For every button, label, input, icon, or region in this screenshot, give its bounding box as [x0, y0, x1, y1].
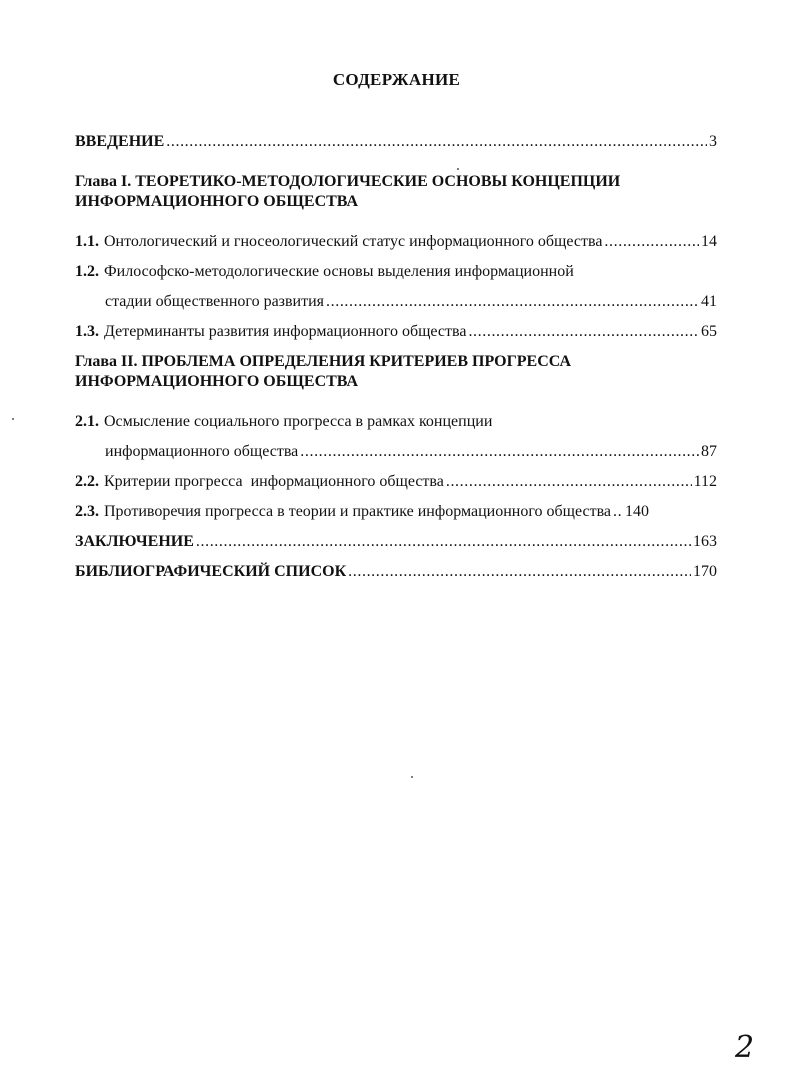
toc-entry-label: ВВЕДЕНИЕ — [75, 133, 165, 150]
section-title: Осмысление социального прогресса в рамках концепции — [104, 413, 493, 430]
section-title-continued: стадии общественного развития — [105, 293, 325, 310]
section-title-continued: информационного общества — [105, 443, 299, 460]
section-number: 2.3. — [75, 503, 99, 520]
toc-entry-2-3 — [75, 502, 717, 522]
toc-page-number: 112 — [693, 473, 717, 490]
toc-entry-1-2-line2 — [105, 292, 717, 312]
section-number: 1.1. — [75, 233, 99, 250]
toc-page-number: 87 — [701, 443, 717, 460]
dot-leader — [604, 232, 699, 252]
toc-page-number: 41 — [701, 293, 717, 310]
toc-page-number: 163 — [693, 533, 717, 550]
toc-page-number: 170 — [693, 563, 717, 580]
toc-page-number: 3 — [709, 133, 717, 150]
toc-entry-2-1-line2 — [105, 442, 717, 462]
scan-speck — [457, 168, 459, 170]
section-title: Онтологический и гносеологический статус информационного общества — [104, 233, 603, 250]
dot-leader — [468, 322, 699, 342]
scan-speck — [12, 418, 14, 420]
section-title: Детерминанты развития информационного общества — [104, 323, 467, 340]
dot-leader — [196, 532, 691, 552]
handwritten-page-number: 2 — [735, 1030, 755, 1065]
dot-leader — [166, 132, 707, 152]
toc-entry-conclusion — [75, 532, 717, 552]
chapter-2-heading-line2: ИНФОРМАЦИОННОГО ОБЩЕСТВА — [75, 373, 359, 390]
dot-leader — [348, 562, 691, 582]
chapter-1-heading — [75, 172, 717, 212]
toc-entry-introduction — [75, 132, 717, 152]
dot-leader — [326, 292, 699, 312]
toc-page-number: 14 — [701, 233, 717, 250]
toc-page-number: 65 — [701, 323, 717, 340]
toc-entry-label: ЗАКЛЮЧЕНИЕ — [75, 533, 194, 550]
section-title: Противоречия прогресса в теории и практике информационного общества — [104, 503, 612, 520]
chapter-2-heading-line1: Глава II. ПРОБЛЕМА ОПРЕДЕЛЕНИЯ КРИТЕРИЕВ ПРОГРЕССА — [75, 353, 572, 370]
toc-entry-1-2-line1 — [75, 262, 574, 282]
section-number: 1.2. — [75, 263, 99, 280]
toc-entry-bibliography — [75, 562, 717, 582]
toc-entry-2-2 — [75, 472, 717, 492]
chapter-2-heading — [75, 352, 717, 392]
section-number: 2.2. — [75, 473, 99, 490]
scan-speck — [411, 776, 413, 778]
toc-entry-1-3 — [75, 322, 717, 342]
dot-leader — [446, 472, 692, 492]
dot-leader — [613, 502, 623, 522]
section-title: Философско-методологические основы выделения информационной — [104, 263, 574, 280]
section-number: 1.3. — [75, 323, 99, 340]
document-title: СОДЕРЖАНИЕ — [332, 70, 461, 89]
toc-entry-2-1-line1 — [75, 412, 492, 432]
chapter-1-heading-line1: Глава I. ТЕОРЕТИКО-МЕТОДОЛОГИЧЕСКИЕ ОСНОВЫ КОНЦЕПЦИИ — [75, 173, 621, 190]
toc-entry-label: БИБЛИОГРАФИЧЕСКИЙ СПИСОК — [75, 563, 347, 580]
toc-page-number: 140 — [625, 503, 650, 520]
section-title: Критерии прогресса информационного общества — [104, 473, 444, 490]
section-number: 2.1. — [75, 413, 99, 430]
toc-entry-1-1 — [75, 232, 717, 252]
chapter-1-heading-line2: ИНФОРМАЦИОННОГО ОБЩЕСТВА — [75, 193, 359, 210]
dot-leader — [300, 442, 699, 462]
